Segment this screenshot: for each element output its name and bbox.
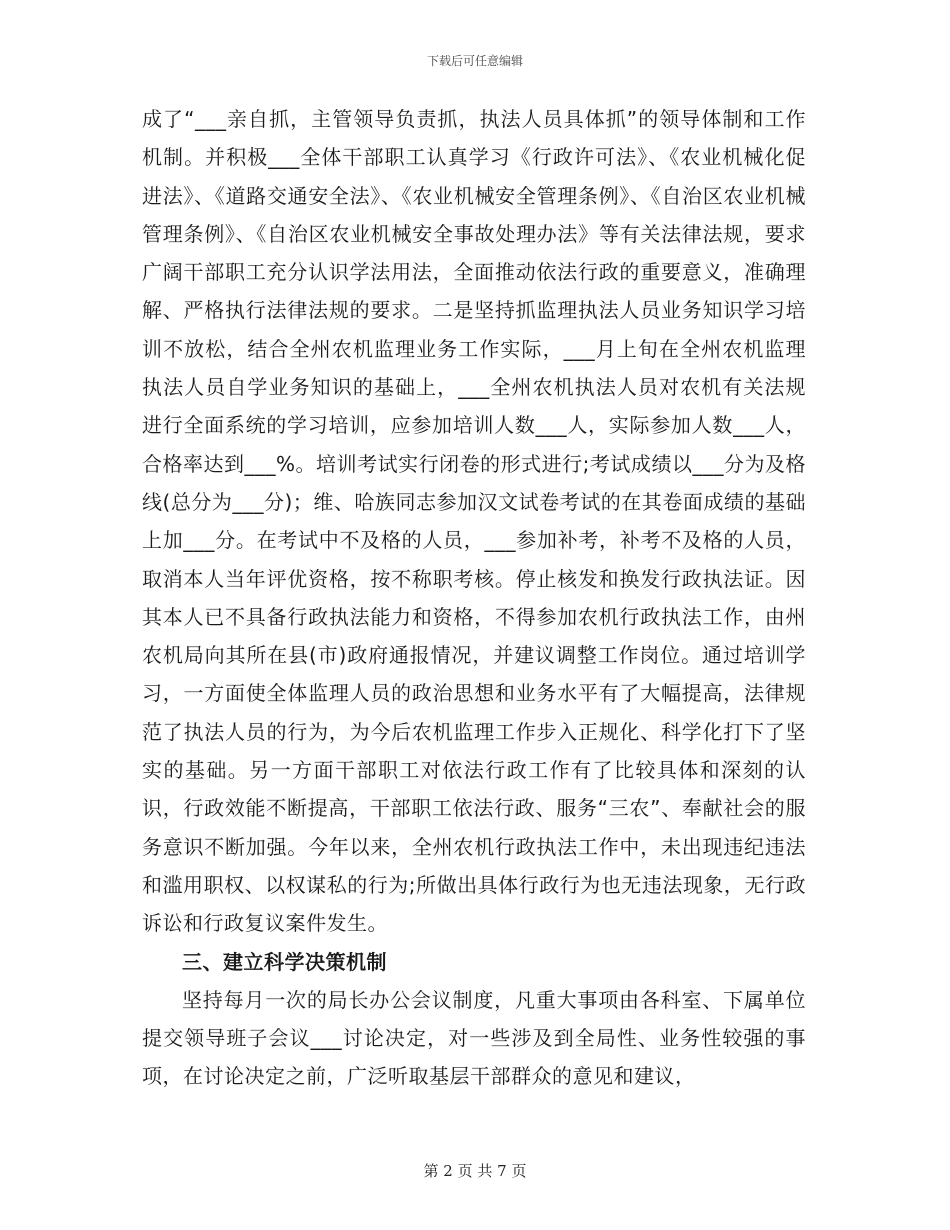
body-paragraph: 成了“___亲自抓，主管领导负责抓，执法人员具体抓”的领导体制和工作机制。并积极___全体干部职工认真学习《行政许可法》、《农业机械化促进法》、《道路交通安全法》、《农业机械安全管理条例》、《自治区农业机械管理条例》、《自治区农业机械安全事故处理办法》等有关法律法规，要求广阔干部职工充分认识学法用法，全面推动依法行政的重要意义，准确理解、严格执行法律法规的要求。二是坚持抓监理执法人员业务知识学习培训不放松，结合全州农机监理业务工作实际，___月上旬在全州农机监理执法人员自学业务知识的基础上，___全州农机执法人员对农机有关法规进行全面系统的学习培训，应参加培训人数___人，实际参加人数___人，合格率达到___%。培训考试实行闭卷的形式进行;考试成绩以___分为及格线(总分为___分)；维、哈族同志参加汉文试卷考试的在其卷面成绩的基础上加___分。在考试中不及格的人员，___参加补考，补考不及格的人员，取消本人当年评优资格，按不称职考核。停止核发和换发行政执法证。因其本人已不具备行政执法能力和资格，不得参加农机行政执法工作，由州农机局向其所在县(市)政府通报情况，并建议调整工作岗位。通过培训学习，一方面使全体监理人员的政治思想和业务水平有了大幅提高，法律规范了执法人员的行为，为今后农机监理工作步入正规化、科学化打下了坚实的基础。另一方面干部职工对依法行政工作有了比较具体和深刻的认识，行政效能不断提高，干部职工依法行政、服务“三农”、奉献社会的服务意识不断加强。今年以来，全州农机行政执法工作中，未出现违纪违法和滥用职权、以权谋私的行为;所做出具体行政行为也无违法现象，无行政诉讼和行政复议案件发生。 [142,107,806,936]
section-heading: 三、建立科学决策机制 [182,949,387,974]
page-number: 第 2 页 共 7 页 [423,1162,527,1180]
document-body [142,100,806,1096]
page-header: 下载后可任意编辑 [426,54,523,68]
body-paragraph: 坚持每月一次的局长办公会议制度，凡重大事项由各科室、下属单位提交领导班子会议___讨论决定，对一些涉及到全局性、业务性较强的事项，在讨论决定之前，广泛听取基层干部群众的意见和建议， [142,987,806,1089]
